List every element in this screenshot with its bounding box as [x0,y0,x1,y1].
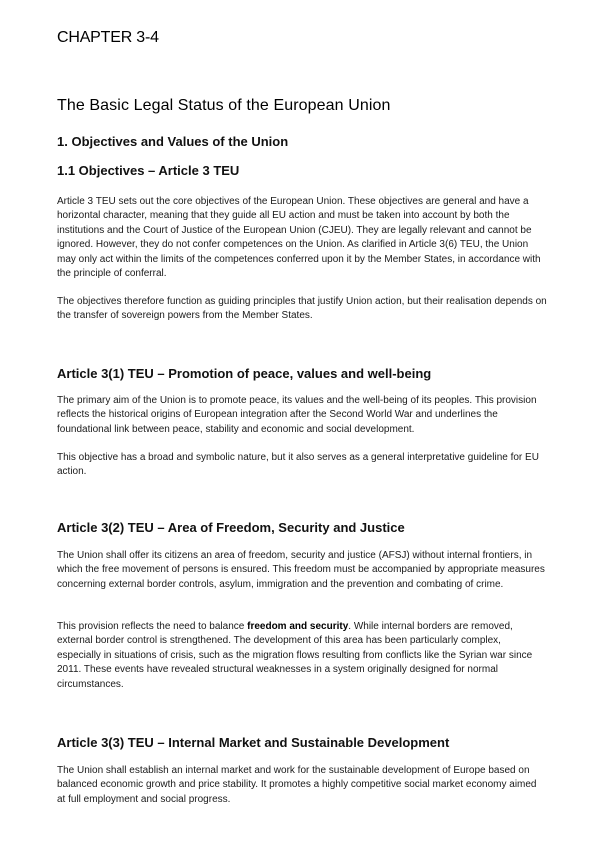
subsection-heading: 1.1 Objectives – Article 3 TEU [57,163,240,178]
page-title: The Basic Legal Status of the European Union [57,97,391,114]
article-3-2-heading: Article 3(2) TEU – Area of Freedom, Security and Justice [57,520,405,535]
paragraph-text: This provision reflects the need to balance [57,621,248,632]
paragraph-text: . While internal borders are removed, external border control is strengthened. The development of this area has been particularly complex, especially in situations of crisis, such as the migration flows resulting from conflicts like the Syrian war since 2011. These events have revealed structural weaknesses in a system originally designed for normal circumstances. [57,621,533,690]
article-3-1-heading: Article 3(1) TEU – Promotion of peace, values and well-being [57,366,432,381]
paragraph: The Union shall establish an internal market and work for the sustainable development of Europe based on balanced economic growth and price stability. It promotes a highly competitive social market economy aimed at full employment and social progress. [57,765,537,805]
article-3-3-heading: Article 3(3) TEU – Internal Market and Sustainable Development [57,735,450,750]
paragraph: Article 3 TEU sets out the core objectives of the European Union. These objectives are general and have a horizontal character, meaning that they guide all EU action and must be taken into account by both the institutions and the Court of Justice of the European Union (CJEU). They are legally relevant and cannot be ignored. However, they do not confer competences on the Union. As clarified in Article 3(6) TEU, the Union may only act within the limits of the competences conferred upon it by the Member States, in accordance with the principle of conferral. [57,196,541,280]
paragraph: The primary aim of the Union is to promote peace, its values and the well-being of its peoples. This provision reflects the historical origins of European integration after the Second World War and underlines the foundational link between peace, stability and economic and social development. [57,395,537,435]
paragraph: This objective has a broad and symbolic nature, but it also serves as a general interpretative guideline for EU action. [57,452,539,478]
paragraph: The Union shall offer its citizens an area of freedom, security and justice (AFSJ) without internal frontiers, in which the free movement of persons is ensured. This freedom must be accompanied by appropriate measures concerning external border controls, asylum, immigration and the prevention and combating of crime. [57,550,545,590]
paragraph: The objectives therefore function as guiding principles that justify Union action, but their realisation depends on the transfer of sovereign powers from the Member States. [57,296,547,322]
section-heading: 1. Objectives and Values of the Union [57,134,289,149]
paragraph [57,620,547,692]
emphasis-freedom-security: freedom and security [247,621,349,632]
chapter-label: CHAPTER 3-4 [57,29,159,46]
